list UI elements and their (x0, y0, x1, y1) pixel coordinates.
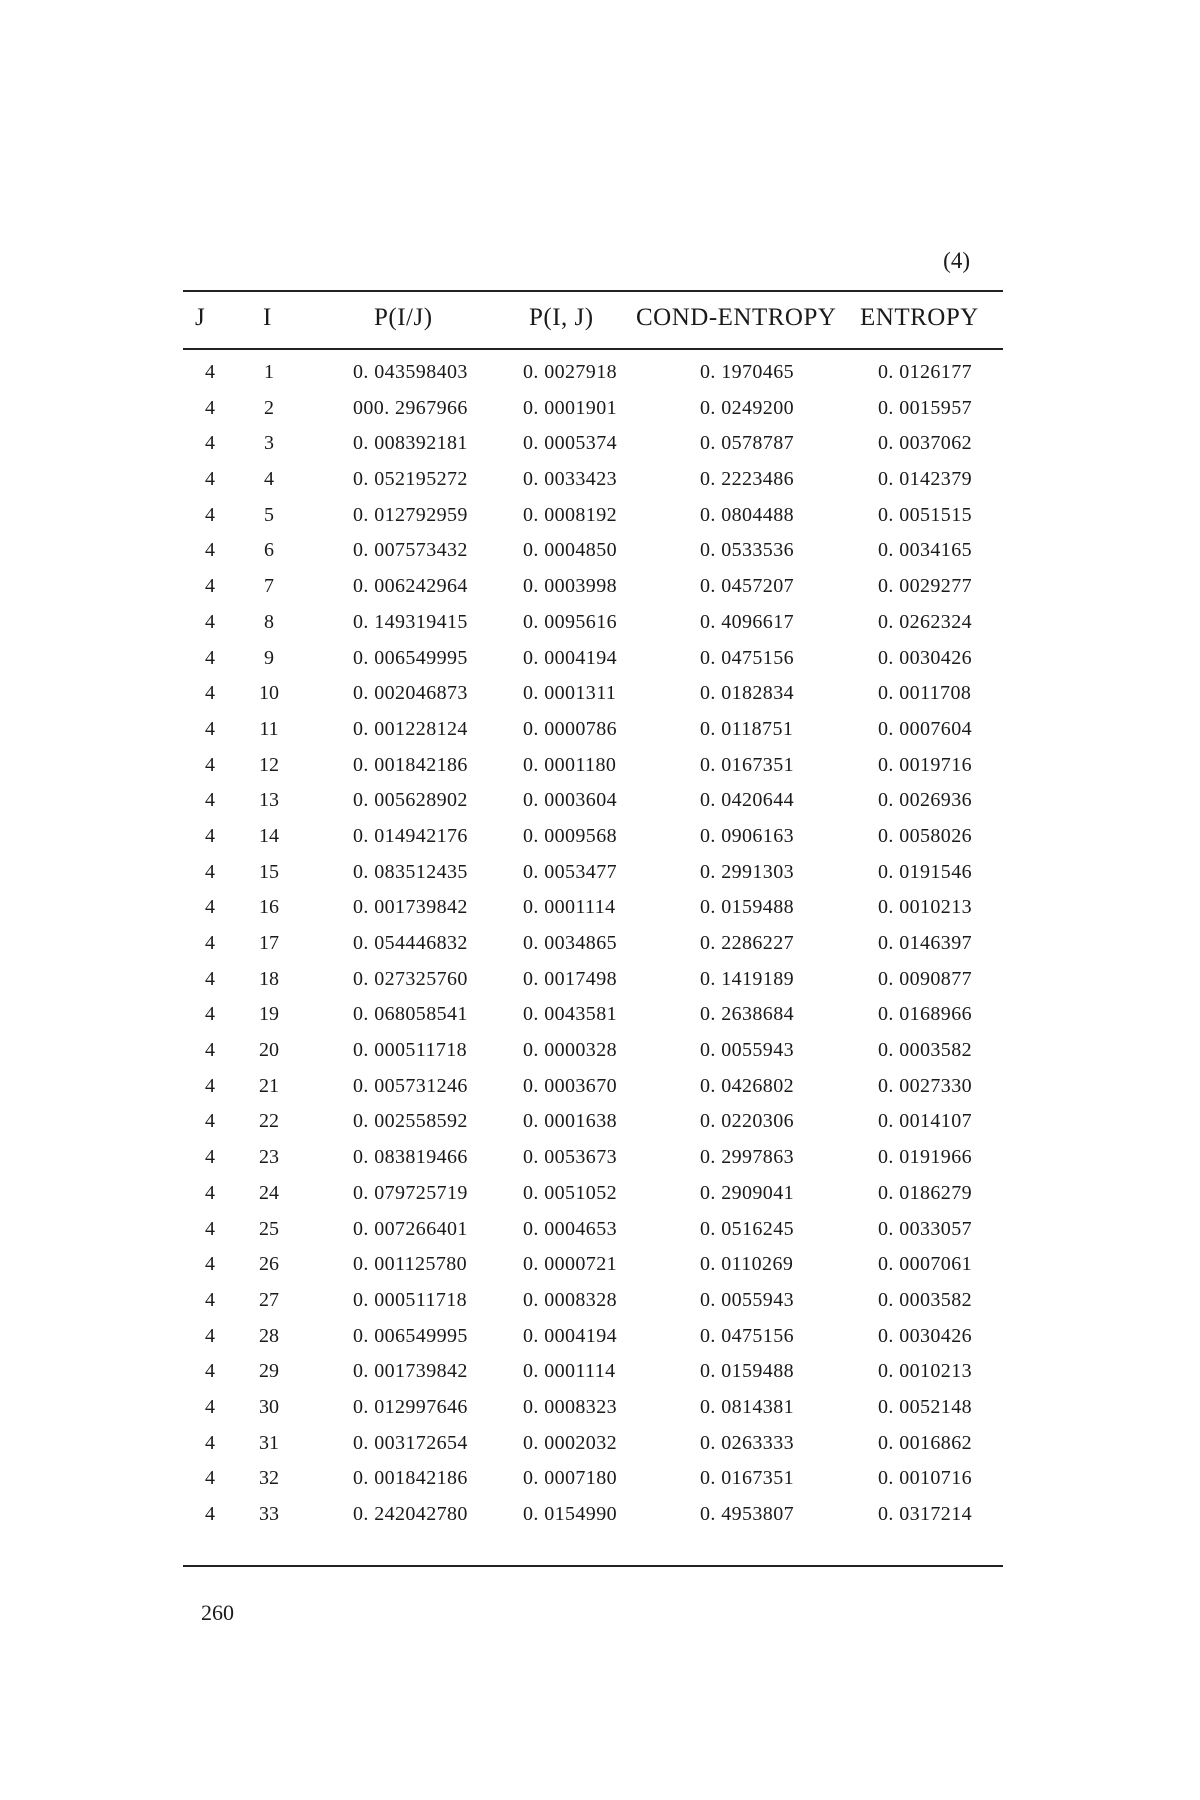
cell-cond-entropy: 0. 0159488 (700, 1360, 794, 1383)
cell-entropy: 0. 0010213 (878, 1360, 972, 1383)
cell-j: 4 (205, 610, 215, 633)
cell-entropy: 0. 0026936 (878, 789, 972, 812)
cell-i: 4 (264, 468, 274, 491)
cell-j: 4 (205, 1110, 215, 1133)
cell-entropy: 0. 0052148 (878, 1395, 972, 1418)
table-row (183, 355, 1003, 391)
cell-cond-entropy: 0. 0055943 (700, 1288, 794, 1311)
cell-p-i-j: 0. 0034865 (523, 932, 617, 954)
cell-j: 4 (205, 1146, 215, 1169)
cell-j: 4 (205, 682, 215, 705)
cell-p-i-j: 0. 0001311 (523, 682, 617, 705)
cell-p-i-j: 0. 0003670 (523, 1074, 617, 1097)
cell-cond-entropy: 0. 0167351 (700, 753, 794, 776)
cell-j: 4 (205, 1074, 215, 1097)
cell-entropy: 0. 0142379 (878, 468, 972, 491)
cell-entropy: 0. 0126177 (878, 361, 972, 383)
table-row (183, 498, 1003, 534)
cell-entropy: 0. 0027330 (878, 1074, 972, 1097)
cell-cond-entropy: 0. 1419189 (700, 967, 794, 990)
header-cond-entropy: COND-ENTROPY (636, 304, 837, 331)
cell-entropy: 0. 0014107 (878, 1110, 972, 1133)
cell-p-i-given-j: 0. 001739842 (353, 896, 468, 919)
table-row (183, 1354, 1003, 1390)
cell-p-i-j: 0. 0004194 (523, 1324, 617, 1347)
cell-entropy: 0. 0030426 (878, 646, 972, 669)
cell-p-i-j: 0. 0008192 (523, 503, 617, 526)
header-p-i-j: P(I, J) (529, 304, 594, 331)
table-row (183, 1426, 1003, 1462)
page-number: 260 (201, 1600, 234, 1625)
cell-cond-entropy: 0. 0118751 (700, 717, 794, 740)
cell-cond-entropy: 0. 1970465 (700, 361, 794, 383)
table-row (183, 391, 1003, 427)
cell-i: 30 (259, 1395, 279, 1418)
cell-cond-entropy: 0. 2223486 (700, 468, 794, 491)
cell-j: 4 (205, 932, 215, 954)
cell-j: 4 (205, 646, 215, 669)
cell-p-i-given-j: 0. 149319415 (353, 610, 468, 633)
table-body (183, 355, 1003, 1533)
cell-i: 19 (259, 1003, 279, 1026)
cell-entropy: 0. 0010716 (878, 1467, 972, 1490)
cell-p-i-j: 0. 0009568 (523, 824, 617, 847)
cell-i: 14 (259, 824, 279, 847)
cell-p-i-given-j: 0. 001125780 (353, 1253, 468, 1276)
cell-cond-entropy: 0. 0533536 (700, 539, 794, 562)
cell-p-i-j: 0. 0007180 (523, 1467, 617, 1490)
cell-j: 4 (205, 1431, 215, 1454)
cell-p-i-given-j: 0. 001228124 (353, 717, 468, 740)
cell-i: 11 (259, 717, 279, 740)
cell-i: 21 (259, 1074, 279, 1097)
cell-j: 4 (205, 789, 215, 812)
cell-cond-entropy: 0. 2997863 (700, 1146, 794, 1169)
table-label: (4) (943, 248, 970, 273)
cell-i: 24 (259, 1181, 279, 1204)
cell-i: 29 (259, 1360, 279, 1383)
cell-p-i-j: 0. 0002032 (523, 1431, 617, 1454)
cell-cond-entropy: 0. 4096617 (700, 610, 794, 633)
cell-j: 4 (205, 503, 215, 526)
cell-j: 4 (205, 539, 215, 562)
table-row (183, 997, 1003, 1033)
cell-j: 4 (205, 361, 215, 383)
cell-j: 4 (205, 1324, 215, 1347)
cell-i: 22 (259, 1110, 279, 1133)
cell-entropy: 0. 0016862 (878, 1431, 972, 1454)
table-row (183, 1069, 1003, 1105)
cell-i: 7 (264, 575, 274, 598)
cell-entropy: 0. 0146397 (878, 932, 972, 954)
cell-entropy: 0. 0037062 (878, 432, 972, 455)
cell-j: 4 (205, 396, 215, 419)
cell-j: 4 (205, 1003, 215, 1026)
cell-cond-entropy: 0. 0263333 (700, 1431, 794, 1454)
cell-i: 17 (259, 932, 279, 954)
header-i: I (263, 304, 272, 331)
table-row (183, 641, 1003, 677)
cell-p-i-j: 0. 0003604 (523, 789, 617, 812)
cell-cond-entropy: 0. 2286227 (700, 932, 794, 954)
cell-p-i-given-j: 0. 006549995 (353, 646, 468, 669)
cell-entropy: 0. 0003582 (878, 1039, 972, 1062)
table-row (183, 605, 1003, 641)
cell-j: 4 (205, 860, 215, 883)
cell-p-i-j: 0. 0004850 (523, 539, 617, 562)
cell-p-i-j: 0. 0017498 (523, 967, 617, 990)
table-row (183, 1247, 1003, 1283)
cell-j: 4 (205, 896, 215, 919)
cell-cond-entropy: 0. 0814381 (700, 1395, 794, 1418)
cell-j: 4 (205, 1288, 215, 1311)
cell-i: 28 (259, 1324, 279, 1347)
cell-cond-entropy: 0. 2991303 (700, 860, 794, 883)
table-row (183, 462, 1003, 498)
cell-j: 4 (205, 967, 215, 990)
cell-p-i-j: 0. 0000721 (523, 1253, 617, 1276)
cell-entropy: 0. 0034165 (878, 539, 972, 562)
cell-entropy: 0. 0317214 (878, 1503, 972, 1525)
cell-j: 4 (205, 1181, 215, 1204)
cell-entropy: 0. 0191966 (878, 1146, 972, 1169)
cell-i: 23 (259, 1146, 279, 1169)
cell-i: 8 (264, 610, 274, 633)
cell-p-i-given-j: 0. 005731246 (353, 1074, 468, 1097)
cell-entropy: 0. 0029277 (878, 575, 972, 598)
header-entropy: ENTROPY (860, 304, 979, 331)
cell-p-i-j: 0. 0008328 (523, 1288, 617, 1311)
table-row (183, 855, 1003, 891)
cell-i: 5 (264, 503, 274, 526)
cell-i: 12 (259, 753, 279, 776)
cell-cond-entropy: 0. 0475156 (700, 646, 794, 669)
cell-i: 16 (259, 896, 279, 919)
cell-p-i-given-j: 0. 014942176 (353, 824, 468, 847)
cell-p-i-given-j: 0. 083512435 (353, 860, 468, 883)
cell-entropy: 0. 0015957 (878, 396, 972, 419)
cell-p-i-given-j: 0. 003172654 (353, 1431, 468, 1454)
cell-p-i-j: 0. 0001114 (523, 896, 616, 919)
cell-j: 4 (205, 1360, 215, 1383)
cell-i: 31 (259, 1431, 279, 1454)
cell-p-i-j: 0. 0008323 (523, 1395, 617, 1418)
table-row (183, 712, 1003, 748)
table-row (183, 1140, 1003, 1176)
cell-i: 32 (259, 1467, 279, 1490)
table-row (183, 1212, 1003, 1248)
cell-entropy: 0. 0262324 (878, 610, 972, 633)
cell-cond-entropy: 0. 0578787 (700, 432, 794, 455)
cell-i: 9 (264, 646, 274, 669)
table-row (183, 890, 1003, 926)
cell-cond-entropy: 0. 2638684 (700, 1003, 794, 1026)
cell-p-i-j: 0. 0033423 (523, 468, 617, 491)
cell-cond-entropy: 0. 0420644 (700, 789, 794, 812)
cell-cond-entropy: 0. 0249200 (700, 396, 794, 419)
cell-cond-entropy: 0. 2909041 (700, 1181, 794, 1204)
table-header (183, 300, 1003, 340)
cell-p-i-j: 0. 0001114 (523, 1360, 616, 1383)
cell-p-i-given-j: 0. 002046873 (353, 682, 468, 705)
cell-p-i-j: 0. 0000328 (523, 1039, 617, 1062)
table-row (183, 1497, 1003, 1533)
cell-p-i-j: 0. 0000786 (523, 717, 617, 740)
table-row (183, 1283, 1003, 1319)
cell-cond-entropy: 0. 0906163 (700, 824, 794, 847)
cell-cond-entropy: 0. 0055943 (700, 1039, 794, 1062)
cell-j: 4 (205, 432, 215, 455)
cell-p-i-given-j: 0. 002558592 (353, 1110, 468, 1133)
cell-p-i-given-j: 0. 012792959 (353, 503, 468, 526)
top-rule (183, 290, 1003, 292)
cell-p-i-given-j: 0. 043598403 (353, 361, 468, 383)
cell-j: 4 (205, 468, 215, 491)
cell-cond-entropy: 0. 0475156 (700, 1324, 794, 1347)
cell-i: 15 (259, 860, 279, 883)
table-row (183, 1319, 1003, 1355)
cell-i: 2 (264, 396, 274, 419)
cell-p-i-given-j: 0. 000511718 (353, 1039, 468, 1062)
table-row (183, 783, 1003, 819)
table-row (183, 1104, 1003, 1140)
cell-i: 6 (264, 539, 274, 562)
cell-cond-entropy: 0. 0110269 (700, 1253, 794, 1276)
cell-entropy: 0. 0007604 (878, 717, 972, 740)
table-row (183, 1461, 1003, 1497)
cell-p-i-j: 0. 0001638 (523, 1110, 617, 1133)
cell-i: 33 (259, 1503, 279, 1525)
cell-entropy: 0. 0058026 (878, 824, 972, 847)
cell-cond-entropy: 0. 0182834 (700, 682, 794, 705)
cell-p-i-j: 0. 0005374 (523, 432, 617, 455)
cell-i: 26 (259, 1253, 279, 1276)
header-rule (183, 348, 1003, 350)
table-row (183, 1390, 1003, 1426)
cell-entropy: 0. 0186279 (878, 1181, 972, 1204)
cell-entropy: 0. 0007061 (878, 1253, 972, 1276)
table-row (183, 926, 1003, 962)
cell-p-i-given-j: 0. 000511718 (353, 1288, 468, 1311)
cell-entropy: 0. 0090877 (878, 967, 972, 990)
cell-j: 4 (205, 1217, 215, 1240)
cell-p-i-j: 0. 0154990 (523, 1503, 617, 1525)
cell-j: 4 (205, 575, 215, 598)
cell-entropy: 0. 0030426 (878, 1324, 972, 1347)
cell-j: 4 (205, 1467, 215, 1490)
cell-entropy: 0. 0168966 (878, 1003, 972, 1026)
header-j: J (195, 304, 206, 331)
cell-p-i-j: 0. 0043581 (523, 1003, 617, 1026)
cell-cond-entropy: 0. 0426802 (700, 1074, 794, 1097)
cell-entropy: 0. 0003582 (878, 1288, 972, 1311)
cell-i: 10 (259, 682, 279, 705)
header-p-i-given-j: P(I/J) (374, 304, 433, 331)
cell-cond-entropy: 0. 0516245 (700, 1217, 794, 1240)
cell-p-i-given-j: 0. 007266401 (353, 1217, 468, 1240)
table-row (183, 1033, 1003, 1069)
cell-p-i-given-j: 0. 005628902 (353, 789, 468, 812)
cell-p-i-given-j: 0. 242042780 (353, 1503, 468, 1525)
cell-j: 4 (205, 1039, 215, 1062)
cell-j: 4 (205, 753, 215, 776)
cell-i: 1 (264, 361, 274, 383)
cell-p-i-j: 0. 0053477 (523, 860, 617, 883)
cell-p-i-given-j: 0. 001842186 (353, 1467, 468, 1490)
cell-i: 18 (259, 967, 279, 990)
cell-cond-entropy: 0. 0804488 (700, 503, 794, 526)
cell-j: 4 (205, 1253, 215, 1276)
cell-p-i-given-j: 0. 012997646 (353, 1395, 468, 1418)
cell-p-i-given-j: 000. 2967966 (353, 396, 468, 419)
table-row (183, 533, 1003, 569)
cell-p-i-given-j: 0. 052195272 (353, 468, 468, 491)
cell-p-i-j: 0. 0095616 (523, 610, 617, 633)
table-row (183, 962, 1003, 998)
cell-p-i-given-j: 0. 001842186 (353, 753, 468, 776)
cell-p-i-j: 0. 0004194 (523, 646, 617, 669)
cell-p-i-j: 0. 0001180 (523, 753, 617, 776)
cell-p-i-j: 0. 0051052 (523, 1181, 617, 1204)
cell-p-i-given-j: 0. 079725719 (353, 1181, 468, 1204)
cell-j: 4 (205, 717, 215, 740)
cell-entropy: 0. 0033057 (878, 1217, 972, 1240)
cell-p-i-given-j: 0. 008392181 (353, 432, 468, 455)
cell-p-i-given-j: 0. 006242964 (353, 575, 468, 598)
cell-entropy: 0. 0051515 (878, 503, 972, 526)
cell-p-i-given-j: 0. 006549995 (353, 1324, 468, 1347)
table-row (183, 1176, 1003, 1212)
cell-p-i-given-j: 0. 054446832 (353, 932, 468, 954)
table-row (183, 676, 1003, 712)
cell-j: 4 (205, 1395, 215, 1418)
cell-p-i-j: 0. 0027918 (523, 361, 617, 383)
cell-cond-entropy: 0. 0167351 (700, 1467, 794, 1490)
cell-j: 4 (205, 1503, 215, 1525)
cell-i: 13 (259, 789, 279, 812)
cell-i: 3 (264, 432, 274, 455)
table-row (183, 426, 1003, 462)
cell-p-i-given-j: 0. 083819466 (353, 1146, 468, 1169)
table-row (183, 748, 1003, 784)
cell-i: 27 (259, 1288, 279, 1311)
cell-cond-entropy: 0. 0220306 (700, 1110, 794, 1133)
cell-i: 20 (259, 1039, 279, 1062)
table-row (183, 569, 1003, 605)
cell-entropy: 0. 0191546 (878, 860, 972, 883)
cell-p-i-given-j: 0. 001739842 (353, 1360, 468, 1383)
cell-cond-entropy: 0. 0457207 (700, 575, 794, 598)
cell-p-i-given-j: 0. 068058541 (353, 1003, 468, 1026)
cell-i: 25 (259, 1217, 279, 1240)
cell-cond-entropy: 0. 0159488 (700, 896, 794, 919)
cell-p-i-j: 0. 0004653 (523, 1217, 617, 1240)
cell-entropy: 0. 0010213 (878, 896, 972, 919)
cell-entropy: 0. 0019716 (878, 753, 972, 776)
cell-p-i-given-j: 0. 027325760 (353, 967, 468, 990)
cell-entropy: 0. 0011708 (878, 682, 972, 705)
cell-p-i-j: 0. 0003998 (523, 575, 617, 598)
cell-p-i-j: 0. 0001901 (523, 396, 617, 419)
cell-j: 4 (205, 824, 215, 847)
table-row (183, 819, 1003, 855)
cell-p-i-given-j: 0. 007573432 (353, 539, 468, 562)
cell-p-i-j: 0. 0053673 (523, 1146, 617, 1169)
cell-cond-entropy: 0. 4953807 (700, 1503, 794, 1525)
bottom-rule (183, 1565, 1003, 1567)
